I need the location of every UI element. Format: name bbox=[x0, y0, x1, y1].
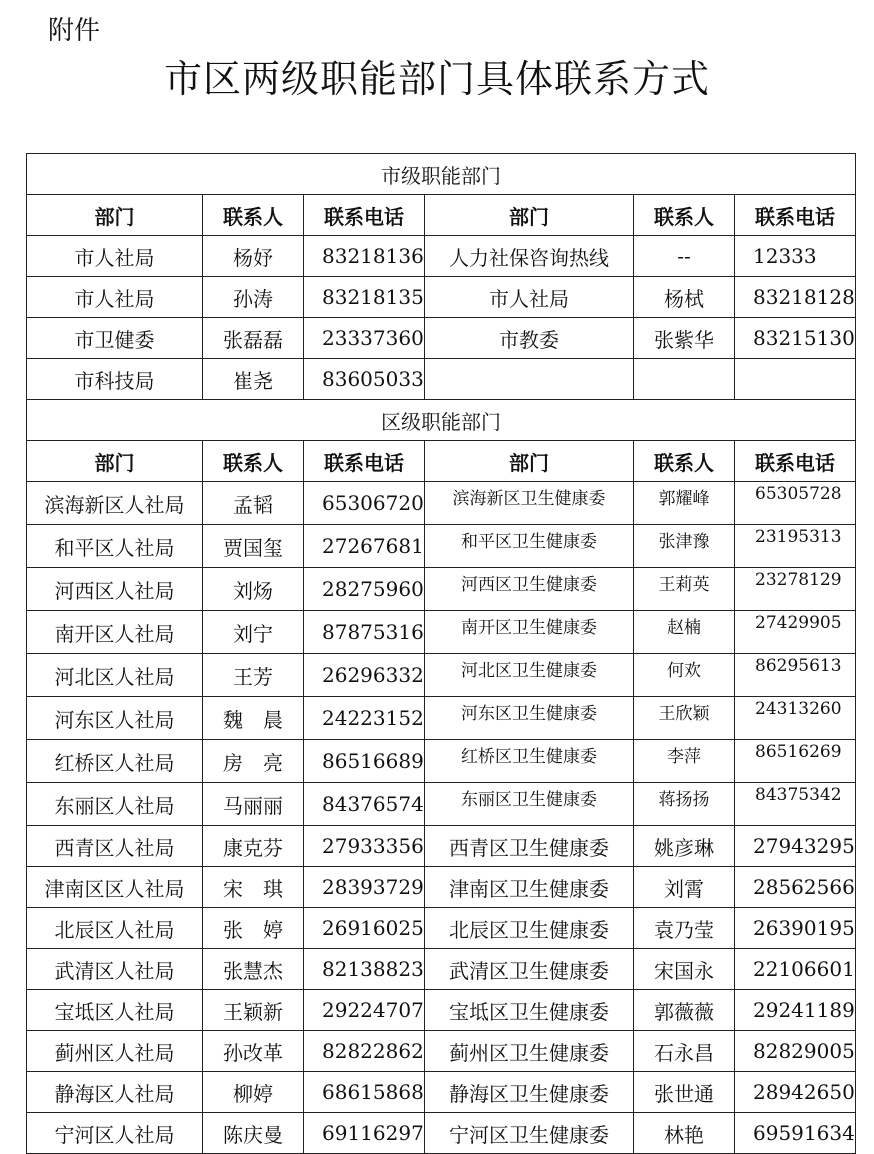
table-row bbox=[27, 826, 856, 867]
table-row bbox=[27, 525, 856, 568]
table-row bbox=[27, 867, 856, 908]
department-cell: 武清区人社局 bbox=[27, 949, 203, 990]
department-cell: 河西区人社局 bbox=[27, 568, 203, 611]
department-cell: 宁河区卫生健康委 bbox=[425, 1113, 634, 1154]
department-cell: 河东区卫生健康委 bbox=[425, 697, 634, 740]
department-cell: 和平区人社局 bbox=[27, 525, 203, 568]
district-header-row bbox=[27, 441, 856, 482]
department-cell: 西青区卫生健康委 bbox=[425, 826, 634, 867]
contact-person-cell: 姚彦琳 bbox=[634, 826, 735, 867]
department-cell: 市人社局 bbox=[425, 277, 634, 318]
contact-person-cell: 李萍 bbox=[634, 740, 735, 783]
column-header: 部门 bbox=[425, 195, 634, 236]
contact-person-cell: 孙改革 bbox=[203, 1031, 304, 1072]
department-cell: 蓟州区卫生健康委 bbox=[425, 1031, 634, 1072]
department-cell: 市教委 bbox=[425, 318, 634, 359]
department-cell: 红桥区人社局 bbox=[27, 740, 203, 783]
column-header: 部门 bbox=[27, 195, 203, 236]
contact-person-cell: 石永昌 bbox=[634, 1031, 735, 1072]
table-row bbox=[27, 783, 856, 826]
table-row bbox=[27, 236, 856, 277]
phone-cell: 84375342 bbox=[735, 783, 856, 826]
contact-person-cell: 陈庆曼 bbox=[203, 1113, 304, 1154]
attachment-label: 附件 bbox=[48, 16, 101, 46]
contact-person-cell: 何欢 bbox=[634, 654, 735, 697]
column-header: 联系电话 bbox=[735, 441, 856, 482]
department-cell: 宁河区人社局 bbox=[27, 1113, 203, 1154]
phone-cell: 69591634 bbox=[735, 1113, 856, 1154]
contact-person-cell: 蒋扬扬 bbox=[634, 783, 735, 826]
contact-person-cell: 赵楠 bbox=[634, 611, 735, 654]
contact-person-cell: 王欣颖 bbox=[634, 697, 735, 740]
section-title: 区级职能部门 bbox=[27, 400, 856, 441]
phone-cell: 82138823 bbox=[304, 949, 425, 990]
column-header: 联系人 bbox=[203, 441, 304, 482]
contact-person-cell: 房 亮 bbox=[203, 740, 304, 783]
phone-cell: 24223152 bbox=[304, 697, 425, 740]
phone-cell: 84376574 bbox=[304, 783, 425, 826]
table-row bbox=[27, 990, 856, 1031]
phone-cell: 87875316 bbox=[304, 611, 425, 654]
table-row bbox=[27, 482, 856, 525]
contact-person-cell: 王莉英 bbox=[634, 568, 735, 611]
contact-person-cell: 贾国玺 bbox=[203, 525, 304, 568]
phone-cell: 86516269 bbox=[735, 740, 856, 783]
department-cell: 静海区卫生健康委 bbox=[425, 1072, 634, 1113]
table-row bbox=[27, 1072, 856, 1113]
contact-person-cell: 康克芬 bbox=[203, 826, 304, 867]
contact-person-cell: 柳婷 bbox=[203, 1072, 304, 1113]
department-cell: 河东区人社局 bbox=[27, 697, 203, 740]
department-cell: 人力社保咨询热线 bbox=[425, 236, 634, 277]
contact-person-cell: 刘宁 bbox=[203, 611, 304, 654]
contact-person-cell: 王颖新 bbox=[203, 990, 304, 1031]
district-section-row bbox=[27, 400, 856, 441]
phone-cell: 28942650 bbox=[735, 1072, 856, 1113]
contact-person-cell: 郭耀峰 bbox=[634, 482, 735, 525]
phone-cell: 23278129 bbox=[735, 568, 856, 611]
contact-person-cell: 宋 琪 bbox=[203, 867, 304, 908]
phone-cell: 86516689 bbox=[304, 740, 425, 783]
table-row bbox=[27, 654, 856, 697]
column-header: 联系人 bbox=[203, 195, 304, 236]
column-header: 联系电话 bbox=[735, 195, 856, 236]
department-cell: 南开区人社局 bbox=[27, 611, 203, 654]
contact-person-cell: 孙涛 bbox=[203, 277, 304, 318]
contact-person-cell: 林艳 bbox=[634, 1113, 735, 1154]
phone-cell: 65306720 bbox=[304, 482, 425, 525]
contact-table-body bbox=[27, 154, 856, 1154]
phone-cell: 83218135 bbox=[304, 277, 425, 318]
contact-person-cell: 张紫华 bbox=[634, 318, 735, 359]
contact-person-cell: 张津豫 bbox=[634, 525, 735, 568]
phone-cell: 23195313 bbox=[735, 525, 856, 568]
table-row bbox=[27, 611, 856, 654]
phone-cell: 27933356 bbox=[304, 826, 425, 867]
contact-person-cell: 张世通 bbox=[634, 1072, 735, 1113]
phone-cell: 28275960 bbox=[304, 568, 425, 611]
department-cell: 静海区人社局 bbox=[27, 1072, 203, 1113]
table-row bbox=[27, 277, 856, 318]
city-section-row bbox=[27, 154, 856, 195]
phone-cell: 24313260 bbox=[735, 697, 856, 740]
phone-cell: 26390195 bbox=[735, 908, 856, 949]
phone-cell: 82822862 bbox=[304, 1031, 425, 1072]
table-row bbox=[27, 697, 856, 740]
department-cell: 市科技局 bbox=[27, 359, 203, 400]
phone-cell: 23337360 bbox=[304, 318, 425, 359]
phone-cell: 65305728 bbox=[735, 482, 856, 525]
department-cell: 武清区卫生健康委 bbox=[425, 949, 634, 990]
phone-cell: 83605033 bbox=[304, 359, 425, 400]
column-header: 联系人 bbox=[634, 195, 735, 236]
department-cell: 东丽区卫生健康委 bbox=[425, 783, 634, 826]
phone-cell: 26296332 bbox=[304, 654, 425, 697]
column-header: 联系人 bbox=[634, 441, 735, 482]
section-title: 市级职能部门 bbox=[27, 154, 856, 195]
contact-person-cell: 宋国永 bbox=[634, 949, 735, 990]
department-cell: 津南区区人社局 bbox=[27, 867, 203, 908]
phone-cell: 29224707 bbox=[304, 990, 425, 1031]
department-cell: 滨海新区人社局 bbox=[27, 482, 203, 525]
department-cell: 蓟州区人社局 bbox=[27, 1031, 203, 1072]
table-row bbox=[27, 908, 856, 949]
phone-cell: 86295613 bbox=[735, 654, 856, 697]
phone-cell: 83218136 bbox=[304, 236, 425, 277]
department-cell bbox=[425, 359, 634, 400]
department-cell: 北辰区卫生健康委 bbox=[425, 908, 634, 949]
contact-person-cell: 魏 晨 bbox=[203, 697, 304, 740]
department-cell: 西青区人社局 bbox=[27, 826, 203, 867]
contact-person-cell: 杨妤 bbox=[203, 236, 304, 277]
department-cell: 红桥区卫生健康委 bbox=[425, 740, 634, 783]
department-cell: 市人社局 bbox=[27, 277, 203, 318]
department-cell: 北辰区人社局 bbox=[27, 908, 203, 949]
table-row bbox=[27, 1113, 856, 1154]
column-header: 联系电话 bbox=[304, 441, 425, 482]
department-cell: 河西区卫生健康委 bbox=[425, 568, 634, 611]
phone-cell: 29241189 bbox=[735, 990, 856, 1031]
table-row bbox=[27, 740, 856, 783]
contact-person-cell: 刘炀 bbox=[203, 568, 304, 611]
phone-cell: 28562566 bbox=[735, 867, 856, 908]
table-row bbox=[27, 359, 856, 400]
table-row bbox=[27, 318, 856, 359]
department-cell: 南开区卫生健康委 bbox=[425, 611, 634, 654]
department-cell: 和平区卫生健康委 bbox=[425, 525, 634, 568]
contact-person-cell: 杨栻 bbox=[634, 277, 735, 318]
phone-cell: 83215130 bbox=[735, 318, 856, 359]
contact-person-cell: 刘霄 bbox=[634, 867, 735, 908]
department-cell: 津南区卫生健康委 bbox=[425, 867, 634, 908]
contact-person-cell: 郭薇薇 bbox=[634, 990, 735, 1031]
department-cell: 宝坻区卫生健康委 bbox=[425, 990, 634, 1031]
contact-person-cell: 张磊磊 bbox=[203, 318, 304, 359]
contact-person-cell: 张 婷 bbox=[203, 908, 304, 949]
phone-cell: 27943295 bbox=[735, 826, 856, 867]
department-cell: 河北区人社局 bbox=[27, 654, 203, 697]
phone-cell: 68615868 bbox=[304, 1072, 425, 1113]
column-header: 联系电话 bbox=[304, 195, 425, 236]
department-cell: 市人社局 bbox=[27, 236, 203, 277]
column-header: 部门 bbox=[425, 441, 634, 482]
contact-person-cell: 袁乃莹 bbox=[634, 908, 735, 949]
contact-person-cell: -- bbox=[634, 236, 735, 277]
contact-person-cell bbox=[634, 359, 735, 400]
contact-person-cell: 王芳 bbox=[203, 654, 304, 697]
contact-table bbox=[26, 153, 856, 1154]
page-title: 市区两级职能部门具体联系方式 bbox=[163, 57, 710, 101]
phone-cell: 26916025 bbox=[304, 908, 425, 949]
phone-cell: 27267681 bbox=[304, 525, 425, 568]
phone-cell: 28393729 bbox=[304, 867, 425, 908]
contact-person-cell: 张慧杰 bbox=[203, 949, 304, 990]
table-row bbox=[27, 949, 856, 990]
contact-person-cell: 马丽丽 bbox=[203, 783, 304, 826]
department-cell: 市卫健委 bbox=[27, 318, 203, 359]
table-row bbox=[27, 568, 856, 611]
department-cell: 东丽区人社局 bbox=[27, 783, 203, 826]
department-cell: 滨海新区卫生健康委 bbox=[425, 482, 634, 525]
department-cell: 河北区卫生健康委 bbox=[425, 654, 634, 697]
phone-cell: 69116297 bbox=[304, 1113, 425, 1154]
phone-cell: 82829005 bbox=[735, 1031, 856, 1072]
phone-cell: 27429905 bbox=[735, 611, 856, 654]
phone-cell bbox=[735, 359, 856, 400]
department-cell: 宝坻区人社局 bbox=[27, 990, 203, 1031]
phone-cell: 22106601 bbox=[735, 949, 856, 990]
city-header-row bbox=[27, 195, 856, 236]
contact-person-cell: 孟韬 bbox=[203, 482, 304, 525]
contact-person-cell: 崔尧 bbox=[203, 359, 304, 400]
column-header: 部门 bbox=[27, 441, 203, 482]
phone-cell: 83218128 bbox=[735, 277, 856, 318]
table-row bbox=[27, 1031, 856, 1072]
phone-cell: 12333 bbox=[735, 236, 856, 277]
